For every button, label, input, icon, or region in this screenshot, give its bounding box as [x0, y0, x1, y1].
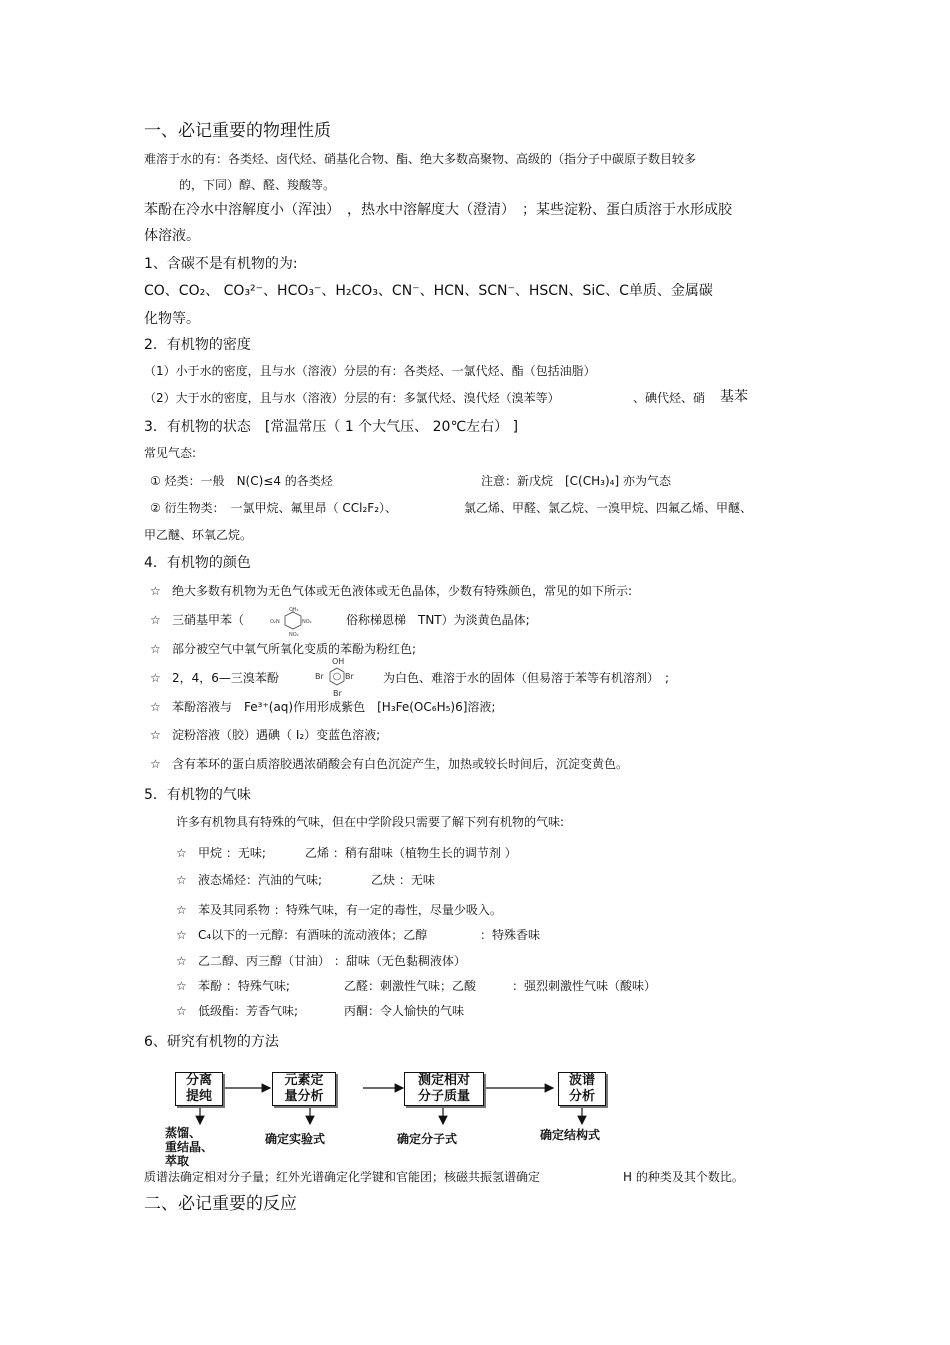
- smell-row-7b: 丙酮：令人愉快的气味: [344, 1004, 465, 1018]
- tnt-label-ch3: CH₃: [289, 607, 299, 613]
- box-separation: 分离 提纯: [175, 1072, 223, 1106]
- tnt-label-no2-right: NO₂: [302, 619, 312, 625]
- density-heading: 2．有机物的密度: [144, 337, 251, 353]
- star-icon: ☆: [150, 700, 161, 714]
- smell-heading: 5．有机物的气味: [144, 787, 251, 803]
- smell-row-6a: ☆ 苯酚 ：特殊气味;: [176, 979, 290, 993]
- tbp-label-br-right: Br: [345, 672, 354, 681]
- color-heading: 4．有机物的颜色: [144, 555, 251, 571]
- tbp-label-br-bottom: Br: [333, 689, 342, 698]
- star-icon: ☆: [150, 728, 161, 742]
- section1-title: 一、必记重要的物理性质: [144, 121, 331, 141]
- star-icon: ☆: [176, 928, 187, 942]
- density-item-1: （1）小于水的密度，且与水（溶液）分层的有：各类烃、一氯代烃、酯（包括油脂）: [144, 364, 596, 378]
- section2-title: 二、必记重要的反应: [144, 1194, 297, 1214]
- smell-row-4a: ☆ C₄以下的一元醇：有酒味的流动液体；乙醇: [176, 928, 428, 942]
- smell-row-2b: 乙炔 ：无味: [371, 873, 435, 887]
- state-item-2b: 氯乙烯、甲醛、氯乙烷、一溴甲烷、四氟乙烯、甲醚、: [464, 501, 753, 515]
- carbon-heading: 1、含碳不是有机物的为:: [144, 256, 298, 272]
- star-icon: ☆: [150, 757, 161, 771]
- tnt-label-no2-bottom: NO₂: [289, 632, 299, 638]
- label-structural-formula: 确定结构式: [540, 1128, 601, 1142]
- state-item-1a: ① 烃类：一般 N(C)≤4 的各类烃: [150, 474, 333, 488]
- color-item-1: ☆ 绝大多数有机物为无色气体或无色液体或无色晶体，少数有特殊颜色，常见的如下所示:: [150, 584, 633, 598]
- color-item-2b: 俗称梯恩梯 TNT）为淡黄色晶体;: [346, 613, 530, 627]
- tbp-label-br-left: Br: [315, 672, 324, 681]
- label-distill: 蒸馏、 重结晶、 萃取: [165, 1126, 214, 1168]
- phenol-line-1: 苯酚在冷水中溶解度小（浑浊） ，热水中溶解度大（澄清） ；某些淀粉、蛋白质溶于水形成胶: [144, 202, 732, 218]
- star-icon: ☆: [176, 903, 187, 917]
- state-item-2a: ② 衍生物类： 一氯甲烷、氟里昂（ CCl₂F₂）、: [150, 501, 398, 515]
- method-note: 质谱法确定相对分子量；红外光谱确定化学键和官能团；核磁共振氢谱确定: [144, 1170, 541, 1184]
- color-item-2a: ☆ 三硝基甲苯（: [150, 613, 245, 627]
- insoluble-line-1: 难溶于水的有：各类烃、卤代烃、硝基化合物、酯、绝大多数高聚物、高级的（指分子中碳原子数目较多: [144, 152, 697, 166]
- smell-row-6c: ：强烈刺激性气味（酸味）: [512, 979, 657, 993]
- tnt-structure-image: [258, 606, 328, 638]
- star-icon: ☆: [176, 979, 187, 993]
- smell-row-3: ☆ 苯及其同系物 ：特殊气味，有一定的毒性，尽量少吸入。: [176, 903, 502, 917]
- gas-heading: 常见气态:: [144, 446, 197, 460]
- state-item-1b: 注意：新戊烷 [C(CH₃)₄] 亦为气态: [481, 474, 671, 488]
- color-item-4a: ☆ 2，4，6—三溴苯酚: [150, 671, 279, 685]
- star-icon: ☆: [176, 1004, 187, 1018]
- method-note-b: H 的种类及其个数比。: [623, 1170, 744, 1184]
- label-empirical-formula: 确定实验式: [265, 1132, 326, 1146]
- label-molecular-formula: 确定分子式: [397, 1132, 458, 1146]
- method-heading: 6、研究有机物的方法: [144, 1034, 279, 1050]
- color-item-4b: 为白色、难溶于水的固体（但易溶于苯等有机溶剂） ;: [383, 671, 670, 685]
- insoluble-line-2: 的，下同）醇、醛、羧酸等。: [179, 178, 336, 192]
- star-icon: ☆: [176, 846, 187, 860]
- star-icon: ☆: [176, 873, 187, 887]
- smell-row-7a: ☆ 低级酯：芳香气味;: [176, 1004, 299, 1018]
- color-item-3: ☆ 部分被空气中氧气所氧化变质的苯酚为粉红色;: [150, 642, 417, 656]
- tribromophenol-structure-image: [310, 656, 356, 698]
- tbp-label-oh: OH: [332, 657, 345, 666]
- star-icon: ☆: [150, 584, 161, 598]
- smell-row-4b: ：特殊香味: [480, 928, 541, 942]
- tnt-label-o2n: O₂N: [270, 619, 280, 625]
- smell-row-6b: 乙醛：刺激性气味；乙酸: [344, 979, 477, 993]
- color-item-6: ☆ 淀粉溶液（胶）遇碘（ I₂）变蓝色溶液;: [150, 728, 381, 742]
- star-icon: ☆: [150, 671, 161, 685]
- carbon-line-1: CO、CO₂、 CO₃²⁻、HCO₃⁻、H₂CO₃、CN⁻、HCN、SCN⁻、HSCN、SiC、C单质、金属碳: [144, 283, 713, 299]
- star-icon: ☆: [150, 642, 161, 656]
- state-heading: 3．有机物的状态 [常温常压（ 1 个大气压、 20℃左右） ]: [144, 419, 519, 435]
- density-item-2c: 基苯: [720, 389, 748, 405]
- smell-row-2a: ☆ 液态烯烃：汽油的气味;: [176, 873, 323, 887]
- smell-intro: 许多有机物具有特殊的气味，但在中学阶段只需要了解下列有机物的气味:: [176, 815, 565, 829]
- smell-row-1b: 乙烯 ：稍有甜味（植物生长的调节剂 ）: [305, 846, 517, 860]
- star-icon: ☆: [176, 954, 187, 968]
- phenol-line-2: 体溶液。: [144, 228, 200, 244]
- box-spectroscopy: 波谱 分析: [558, 1072, 606, 1106]
- color-item-5: ☆ 苯酚溶液与 Fe³⁺(aq)作用形成紫色 [H₃Fe(OC₆H₅)6]溶液;: [150, 700, 496, 714]
- smell-row-1a: ☆ 甲烷 ：无味;: [176, 846, 266, 860]
- smell-row-5: ☆ 乙二醇、丙三醇（甘油） ：甜味（无色黏稠液体）: [176, 954, 466, 968]
- carbon-line-2: 化物等。: [144, 311, 200, 327]
- box-molar-mass: 测定相对 分子质量: [404, 1072, 484, 1106]
- color-item-7: ☆ 含有苯环的蛋白质溶胶遇浓硝酸会有白色沉淀产生，加热或较长时间后，沉淀变黄色。: [150, 757, 629, 771]
- density-item-2a: （2）大于水的密度，且与水（溶液）分层的有：多氯代烃、溴代烃（溴苯等）: [144, 391, 560, 405]
- state-item-2c: 甲乙醚、环氧乙烷。: [144, 528, 253, 542]
- star-icon: ☆: [150, 613, 161, 627]
- box-element-analysis: 元素定 量分析: [272, 1072, 336, 1106]
- density-item-2b: 、碘代烃、硝: [633, 391, 706, 405]
